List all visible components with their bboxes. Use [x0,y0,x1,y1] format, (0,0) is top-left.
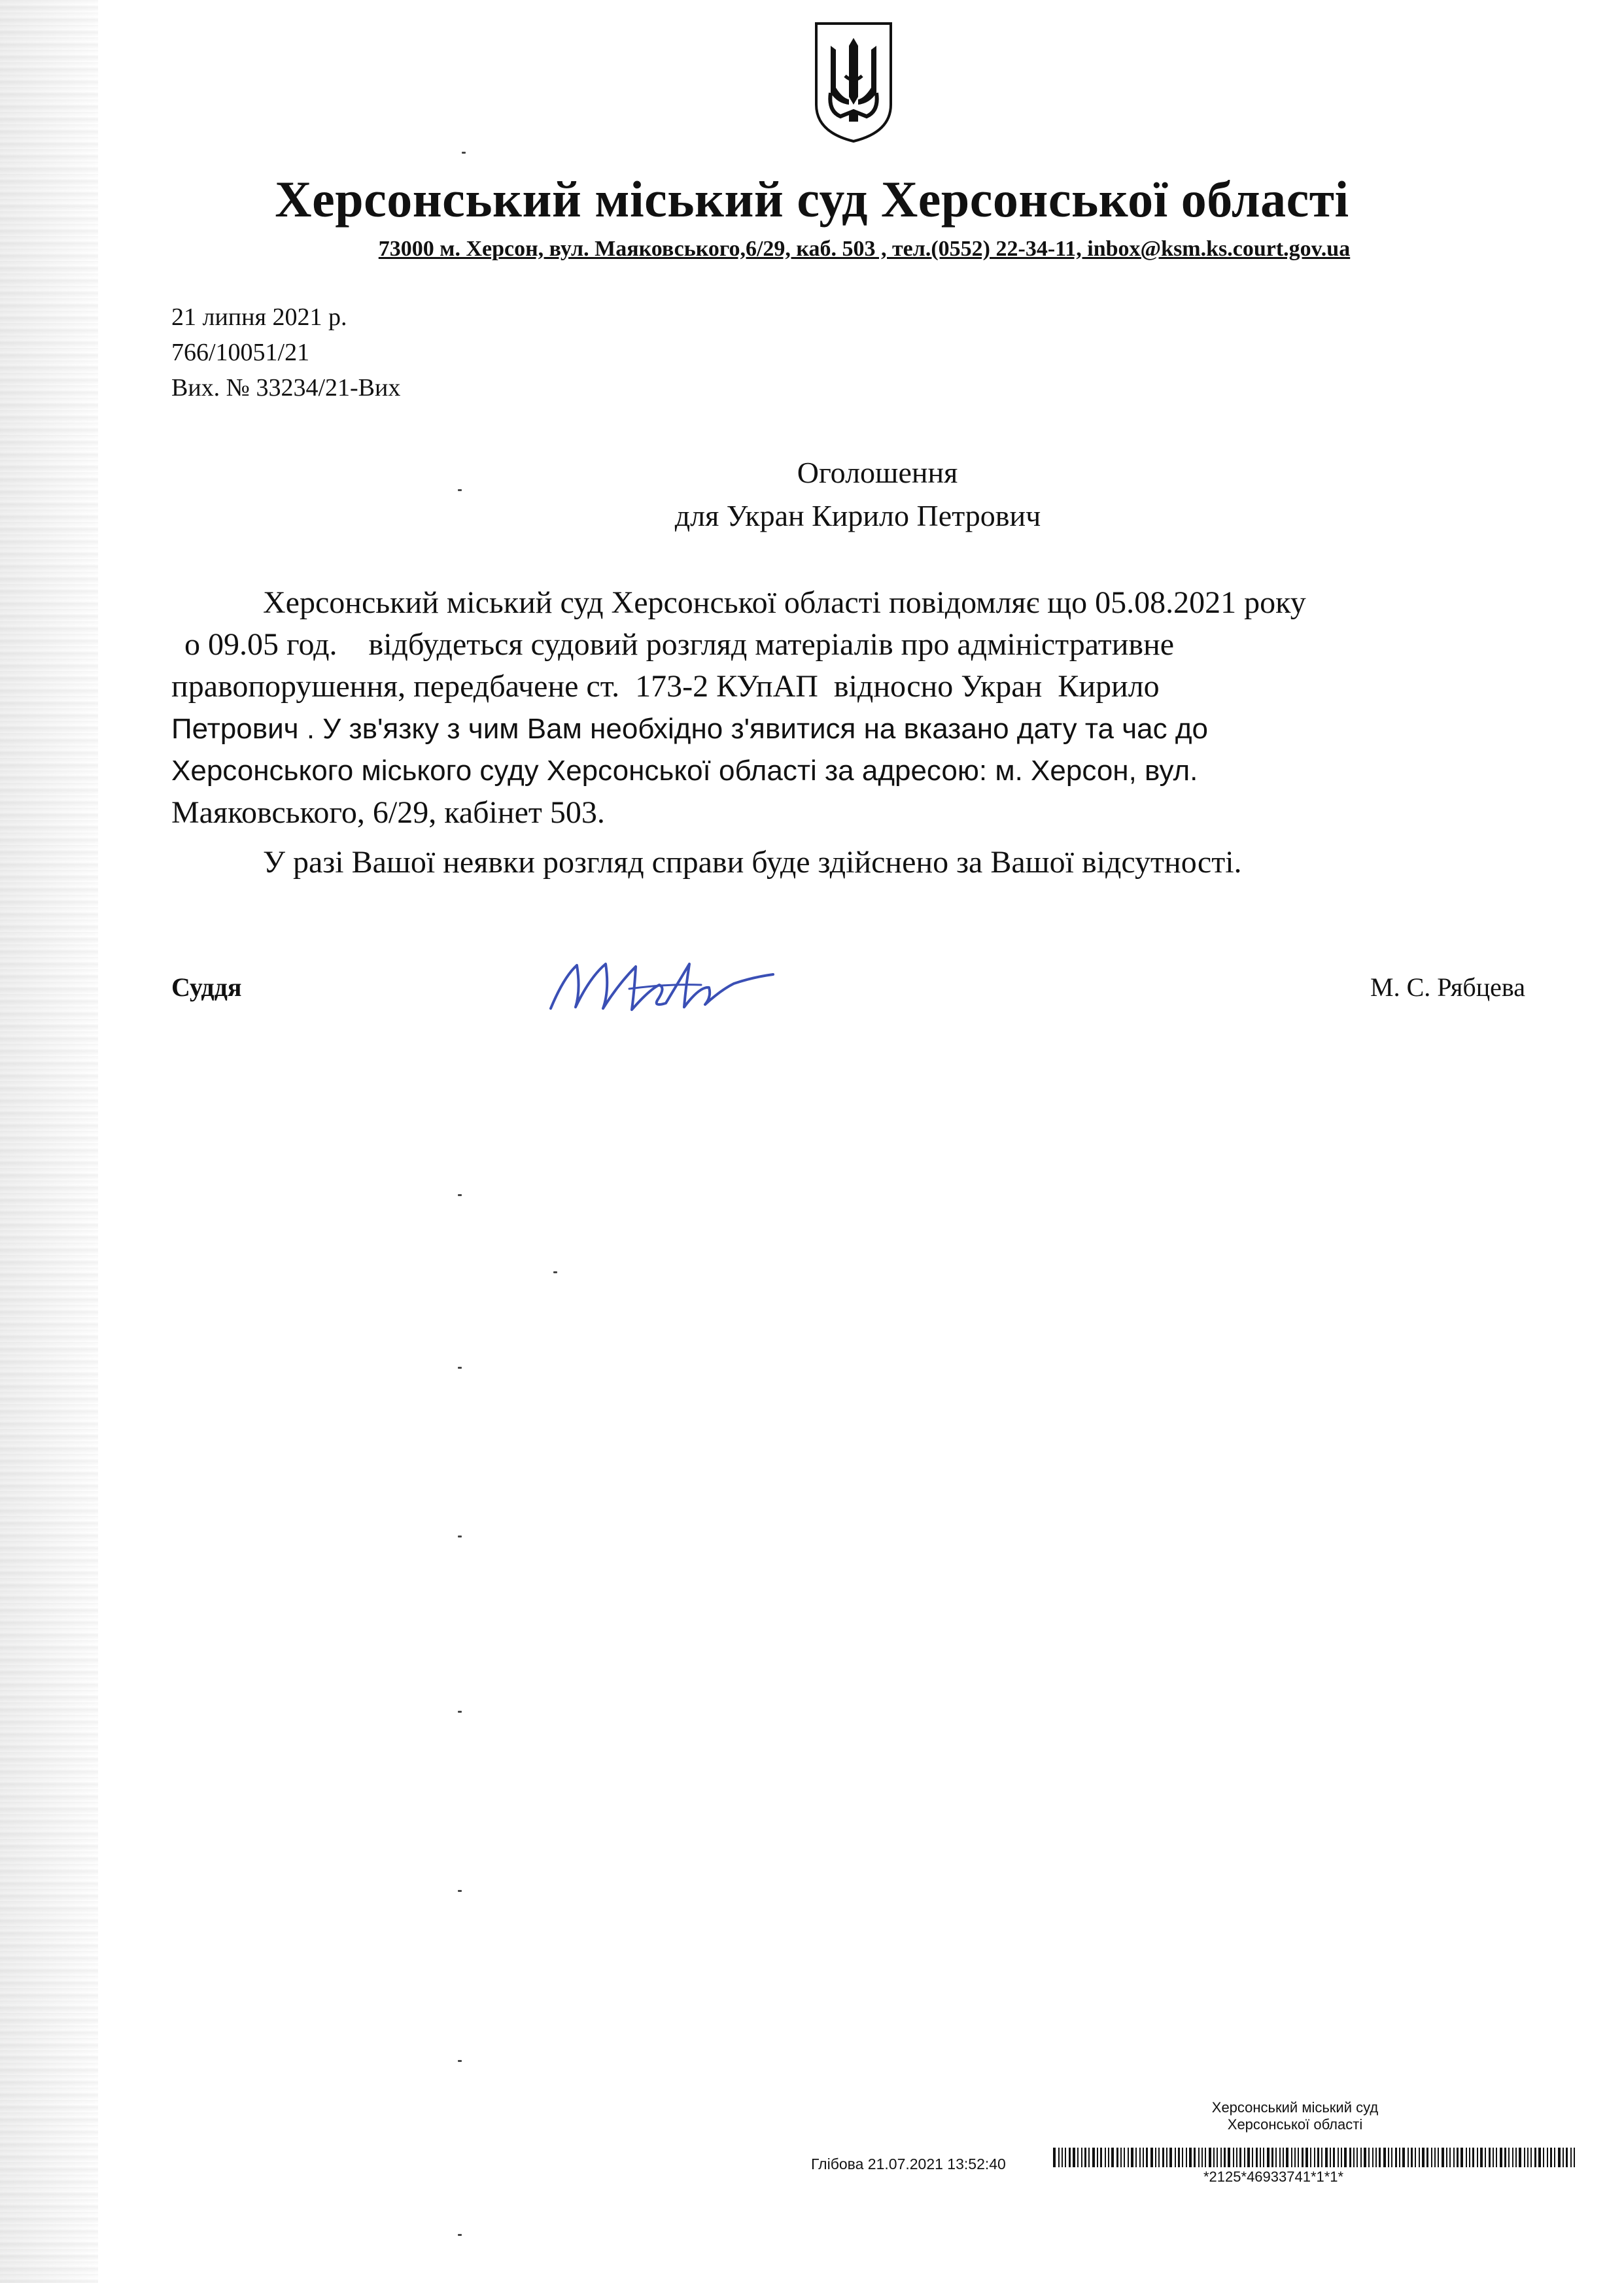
body-line: правопорушення, передбачене ст. 173-2 КУпАП відносно Укран Кирило [171,669,1160,704]
body-line [171,708,1519,750]
barcode-bar [1415,2148,1416,2167]
barcode-bar [1457,2148,1459,2167]
barcode-bar [1524,2148,1525,2167]
announcement-heading [0,451,1624,538]
barcode-bar [1449,2148,1451,2167]
barcode-bar [1314,2148,1315,2167]
barcode-bar [1388,2148,1389,2167]
barcode-bar [1325,2148,1328,2167]
barcode-bar [1100,2148,1102,2167]
barcode-bar [1271,2148,1273,2167]
barcode-bar [1368,2148,1370,2167]
barcode-bar [1527,2148,1529,2167]
barcode-bar [1408,2148,1409,2167]
barcode-bar [1205,2148,1206,2167]
barcode-bar [1201,2148,1203,2167]
barcode-bar [1252,2148,1253,2167]
barcode-bar [1550,2148,1552,2167]
scan-speck [462,152,466,154]
barcode-bar [1411,2148,1413,2167]
court-address: 73000 м. Херсон, вул. Маяковського,6/29, каб. 503 , тел.(0552) 22-34-11, inbox@ksm.ks.court.gov.ua [378,237,1351,261]
handwritten-signature [538,951,786,1023]
barcode-bar [1143,2148,1144,2167]
stamp-code: *2125*46933741*1*1* [1203,2169,1344,2185]
scan-speck [458,1367,462,1369]
body-line-start: Петрович . [171,713,323,745]
barcode-bar [1169,2148,1172,2167]
barcode-bar [1189,2148,1192,2167]
barcode-bar [1438,2148,1439,2167]
barcode-bar [1194,2148,1196,2167]
barcode-bar [1442,2148,1444,2167]
barcode-bar [1228,2148,1230,2167]
barcode-bar [1146,2148,1148,2167]
barcode-bar [1469,2148,1470,2167]
barcode-bar [1341,2148,1342,2167]
barcode-bar [1097,2148,1098,2167]
barcode-bar [1065,2148,1066,2167]
barcode-bar [1547,2148,1548,2167]
barcode-bar [1236,2148,1237,2167]
barcode-bar [1574,2148,1575,2167]
barcode-bar [1305,2148,1308,2167]
barcode-bar [1186,2148,1187,2167]
case-number: 766/10051/21 [171,339,310,366]
barcode-bar [1344,2148,1347,2167]
barcode-bar [1260,2148,1261,2167]
barcode-bar [1500,2148,1502,2167]
barcode-bar [1558,2148,1561,2167]
barcode-bar [1302,2148,1304,2167]
announcement-recipient: для Укран Кирило Петрович [674,499,1041,532]
signature-row [171,961,1525,1040]
barcode-bar [1333,2148,1335,2167]
barcode-bar [1419,2148,1420,2167]
barcode-bar [1566,2148,1568,2167]
barcode-bar [1283,2148,1284,2167]
barcode-bar [1356,2148,1358,2167]
body-line: Маяковського, 6/29, кабінет 503. [171,795,605,830]
barcode-bar [1317,2148,1319,2167]
barcode-bar [1399,2148,1400,2167]
barcode-bar [1256,2148,1258,2167]
barcode-bar [1446,2148,1447,2167]
barcode-bar [1092,2148,1095,2167]
barcode-bar [1330,2148,1331,2167]
barcode-bar [1150,2148,1153,2167]
stamp-org-line: Херсонської області [1227,2116,1363,2133]
barcode-bar [1155,2148,1156,2167]
scan-speck [458,2234,462,2236]
ukraine-trident-emblem-icon [811,20,896,144]
barcode-bar [1298,2148,1299,2167]
barcode-bar [1375,2148,1377,2167]
barcode-bar [1124,2148,1125,2167]
barcode-bar [1233,2148,1234,2167]
barcode-bar [1504,2148,1506,2167]
barcode-bar [1105,2148,1106,2167]
signature-role: Суддя [171,972,242,1002]
barcode [1053,2148,1576,2167]
barcode-bar [1515,2148,1517,2167]
barcode-bar [1220,2148,1222,2167]
barcode-bar [1111,2148,1114,2167]
barcode-bar [1353,2148,1355,2167]
barcode-bar [1372,2148,1373,2167]
barcode-bar [1213,2148,1215,2167]
barcode-bar [1496,2148,1497,2167]
barcode-bar [1472,2148,1474,2167]
court-title: Херсонський міський суд Херсонської області [275,171,1349,228]
barcode-bar [1084,2148,1086,2167]
scan-speck [458,1194,462,1196]
barcode-bar [1493,2148,1494,2167]
barcode-bar [1131,2148,1133,2167]
barcode-bar [1466,2148,1467,2167]
barcode-bar [1267,2148,1270,2167]
stamp-org-line: Херсонський міський суд [1211,2099,1379,2116]
barcode-bar [1364,2148,1366,2167]
document-meta [171,300,400,405]
document-date: 21 липня 2021 р. [171,303,347,331]
barcode-bar [1162,2148,1164,2167]
barcode-bar [1198,2148,1200,2167]
barcode-bar [1073,2148,1075,2167]
stamp-organization [1190,2099,1400,2133]
barcode-bar [1360,2148,1362,2167]
registration-stamp [811,2099,1576,2191]
body-line: Херсонського міського суду Херсонської області за адресою: м. Херсон, вул. [171,755,1198,787]
barcode-bar [1058,2148,1060,2167]
barcode-bar [1434,2148,1436,2167]
judge-name: М. С. Рябцева [1370,972,1525,1002]
barcode-bar [1485,2148,1486,2167]
barcode-bar [1239,2148,1241,2167]
barcode-bar [1294,2148,1296,2167]
barcode-bar [1321,2148,1322,2167]
barcode-bar [1279,2148,1281,2167]
barcode-bar [1081,2148,1082,2167]
body-line-rest: У зв'язку з чим Вам необхідно з'явитися на вказано дату та час до [322,713,1208,745]
barcode-bar [1247,2148,1250,2167]
barcode-bar [1116,2148,1118,2167]
barcode-bar [1395,2148,1397,2167]
barcode-bar [1512,2148,1513,2167]
barcode-bar [1310,2148,1311,2167]
barcode-bar [1244,2148,1245,2167]
barcode-bar [1217,2148,1218,2167]
barcode-bar [1275,2148,1277,2167]
barcode-bar [1166,2148,1167,2167]
barcode-bar [1062,2148,1063,2167]
barcode-bar [1534,2148,1536,2167]
body-line: У разі Вашої неявки розгляд справи буде здійснено за Вашої відсутності. [263,845,1242,880]
barcode-bar [1379,2148,1381,2167]
barcode-bar [1519,2148,1521,2167]
announcement-title: Оголошення [797,456,958,489]
barcode-bar [1077,2148,1079,2167]
barcode-bar [1128,2148,1129,2167]
barcode-bar [1402,2148,1405,2167]
barcode-bar [1069,2148,1071,2167]
barcode-bar [1263,2148,1264,2167]
barcode-bar [1426,2148,1428,2167]
announcement-body [171,582,1519,884]
barcode-bar [1554,2148,1555,2167]
barcode-bar [1135,2148,1137,2167]
barcode-bar [1291,2148,1292,2167]
scan-noise-edge [0,0,98,2283]
barcode-bar [1158,2148,1160,2167]
scan-speck [458,1536,462,1537]
barcode-bar [1422,2148,1425,2167]
barcode-bar [1053,2148,1056,2167]
barcode-bar [1120,2148,1122,2167]
scan-speck [458,1711,462,1713]
barcode-bar [1391,2148,1392,2167]
body-line: Херсонський міський суд Херсонської області повідомляє що 05.08.2021 року [263,585,1306,620]
barcode-bar [1538,2148,1541,2167]
barcode-bar [1182,2148,1183,2167]
barcode-bar [1139,2148,1141,2167]
scan-speck [553,1271,557,1273]
barcode-bar [1530,2148,1532,2167]
barcode-bar [1460,2148,1463,2167]
barcode-bar [1570,2148,1572,2167]
barcode-bar [1178,2148,1180,2167]
barcode-bar [1489,2148,1491,2167]
barcode-bar [1349,2148,1351,2167]
barcode-bar [1224,2148,1226,2167]
barcode-bar [1431,2148,1432,2167]
barcode-bar [1175,2148,1176,2167]
outgoing-number: Вих. № 33234/21-Вих [171,374,401,402]
barcode-bar [1088,2148,1090,2167]
barcode-bar [1338,2148,1339,2167]
barcode-bar [1383,2148,1386,2167]
barcode-bar [1508,2148,1510,2167]
scan-speck [458,1890,462,1892]
barcode-bar [1563,2148,1564,2167]
barcode-bar [1543,2148,1544,2167]
barcode-bar [1209,2148,1211,2167]
barcode-bar [1286,2148,1288,2167]
scan-speck [458,2060,462,2062]
barcode-bar [1480,2148,1483,2167]
barcode-bar [1477,2148,1478,2167]
body-line: о 09.05 год. відбудеться судовий розгляд матеріалів про адміністративне [184,627,1175,662]
barcode-bar [1108,2148,1109,2167]
barcode-bar [1453,2148,1455,2167]
stamp-clerk: Глібова 21.07.2021 13:52:40 [811,2155,1006,2172]
